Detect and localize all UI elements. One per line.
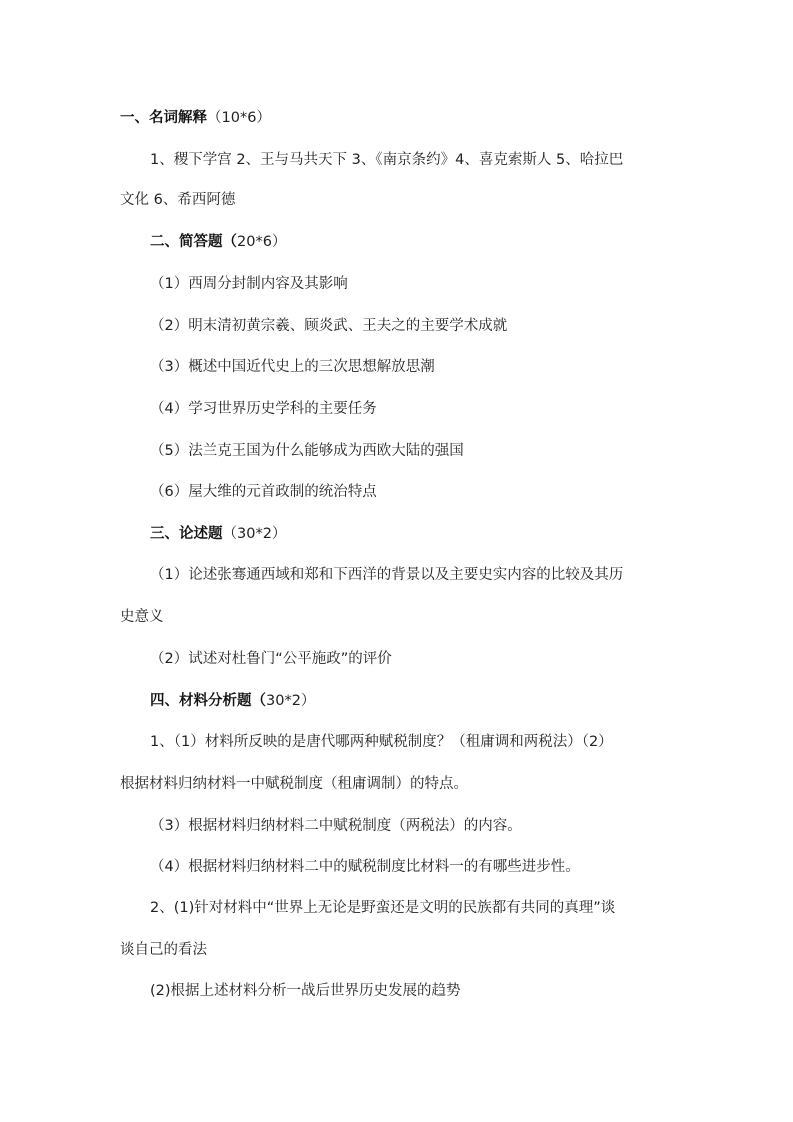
question-item: （4）学习世界历史学科的主要任务 <box>150 401 377 417</box>
heading-score: （10*6） <box>207 110 271 126</box>
question-item: (2)根据上述材料分析一战后世界历史发展的趋势 <box>150 983 461 999</box>
question-item: 根据材料归纳材料一中赋税制度（租庸调制）的特点。 <box>120 776 468 792</box>
heading-score: （30*2） <box>222 526 287 542</box>
section-3-heading <box>150 524 286 544</box>
question-item: （2）明末清初黄宗羲、顾炎武、王夫之的主要学术成就 <box>150 318 508 334</box>
heading-title: 三、论述题 <box>150 526 223 542</box>
question-item: （5）法兰克王国为什么能够成为西欧大陆的强国 <box>150 443 464 459</box>
heading-title: 二、简答题（ <box>150 234 237 250</box>
question-item: 1、（1）材料所反映的是唐代哪两种赋税制度？（租庸调和两税法）（2） <box>150 734 613 750</box>
heading-title: 四、材料分析题（ <box>150 693 266 709</box>
question-item: （4）根据材料归纳材料二中的赋税制度比材料一的有哪些进步性。 <box>150 859 580 875</box>
question-item: （1）论述张骞通西域和郑和下西洋的背景以及主要史实内容的比较及其历 <box>150 567 624 583</box>
section-4-heading <box>150 691 315 711</box>
heading-title: 一、名词解释 <box>120 110 207 126</box>
question-item: （2）试述对杜鲁门“公平施政”的评价 <box>150 651 392 667</box>
question-item: 史意义 <box>120 609 164 625</box>
section-2-heading <box>150 232 286 252</box>
section-1-text: 文化 6、希西阿德 <box>120 192 236 208</box>
question-item: （3）根据材料归纳材料二中赋税制度（两税法）的内容。 <box>150 818 522 834</box>
question-item: 谈自己的看法 <box>120 942 207 958</box>
question-item: （6）屋大维的元首政制的统治特点 <box>150 484 377 500</box>
section-1-heading <box>120 108 271 128</box>
question-item: （3）概述中国近代史上的三次思想解放思潮 <box>150 359 435 375</box>
section-1-text: 1、稷下学宫 2、王与马共天下 3、《南京条约》4、喜克索斯人 5、哈拉巴 <box>150 152 624 168</box>
question-item: 2、(1)针对材料中“世界上无论是野蛮还是文明的民族都有共同的真理”谈 <box>150 900 616 916</box>
heading-score: 30*2） <box>266 693 316 709</box>
heading-score: 20*6） <box>237 234 287 250</box>
question-item: （1）西周分封制内容及其影响 <box>150 276 348 292</box>
